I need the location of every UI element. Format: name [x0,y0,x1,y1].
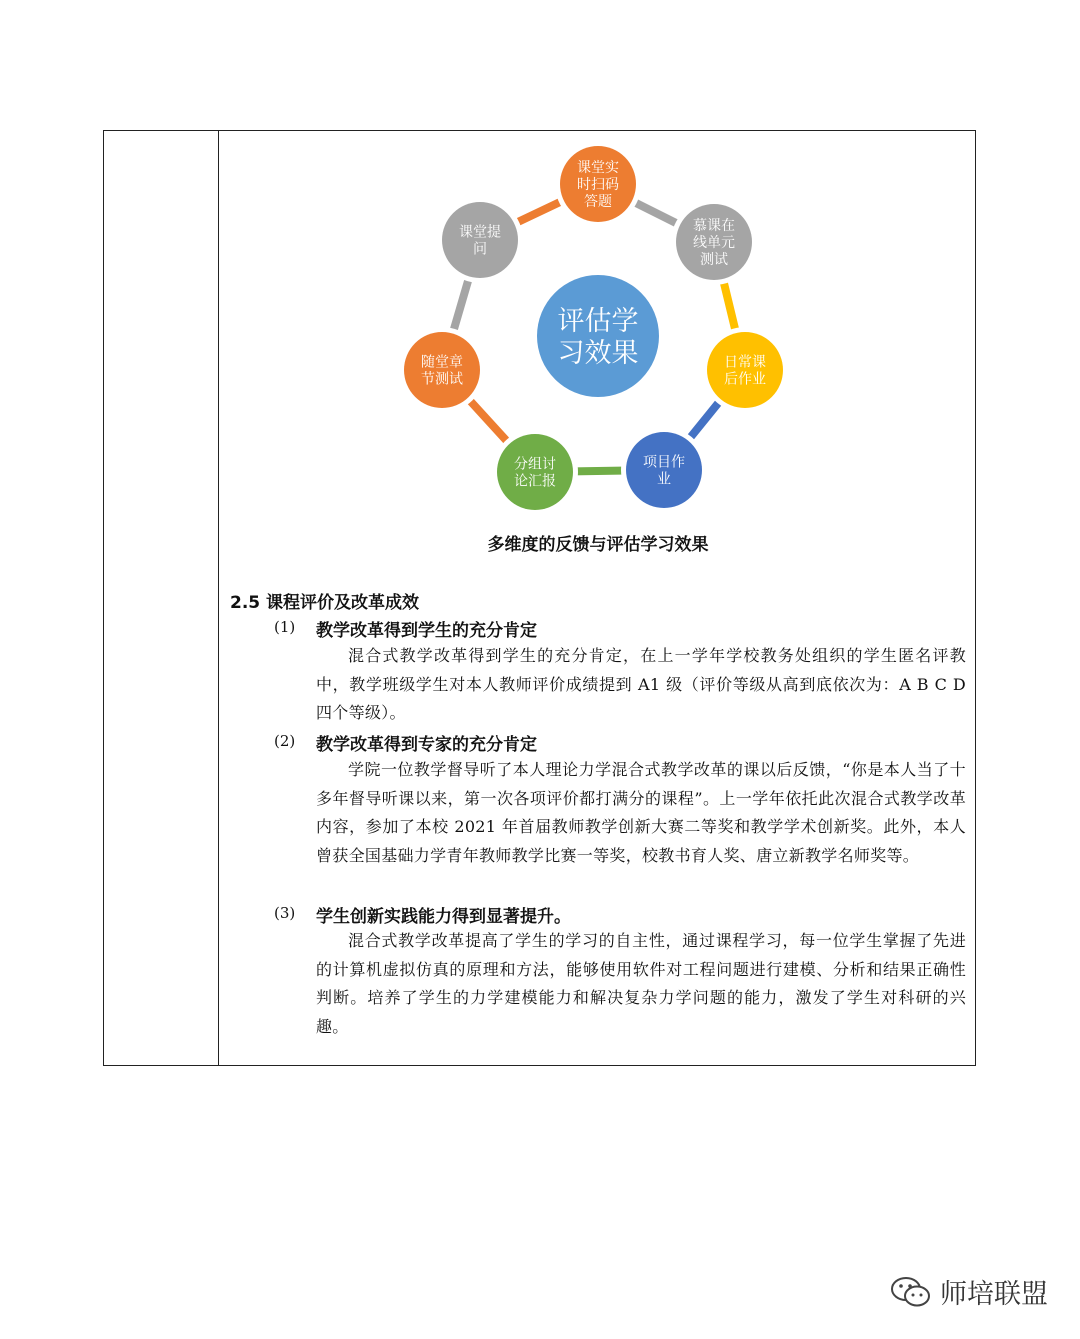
cycle-node-label: 项目作 [643,454,685,471]
cycle-node-label: 答题 [584,194,612,210]
diagram-caption: 多维度的反馈与评估学习效果 [487,535,709,555]
item-number: (1) [274,618,296,636]
watermark [890,1272,1048,1311]
cycle-node [437,197,523,283]
evaluation-cycle-diagram [0,0,1080,560]
center-label-line2: 习效果 [557,338,639,369]
cycle-node-label: 问 [473,241,487,258]
watermark-text: 师培联盟 [940,1279,1048,1310]
wechat-icon [890,1275,932,1309]
item-body: 混合式教学改革提高了学生的学习的自主性，通过课程学习，每一位学生掌握了先进的计算机虚拟仿真的原理和方法，能够使用软件对工程问题进行建模、分析和结果正确性判断。培养了学生的力学建模能力和解决复杂力学问题的能力，激发了学生对科研的兴趣。 [316,931,966,1036]
cycle-node-label: 日常课 [724,354,766,371]
cycle-node [621,427,707,513]
cycle-node [399,327,485,413]
item-heading: 学生创新实践能力得到显著提升。 [316,907,571,927]
item-body: 混合式教学改革得到学生的充分肯定，在上一学年学校教务处组织的学生匿名评教中，教学班级学生对本人教师评价成绩提到 A1 级（评价等级从高到底依次为：A B C D 四个等级）。 [316,646,966,723]
item-body: 学院一位教学督导听了本人理论力学混合式教学改革的课以后反馈，“你是本人当了十多年督导听课以来，第一次各项评价都打满分的课程”。上一学年依托此次混合式教学改革内容，参加了本校 2021 年首届教师教学创新大赛二等奖和教学学术创新奖。此外，本人曾获全国基础力学青年教师教学比赛一等奖，校教书育人奖、唐立新教学名师奖等。 [316,760,966,865]
item-number: (2) [274,732,296,750]
cycle-node-label: 课堂实 [577,160,619,176]
cycle-node-label: 线单元 [693,235,735,251]
item-heading: 教学改革得到学生的充分肯定 [316,621,537,641]
cycle-node-label: 随堂章 [421,354,463,371]
cycle-node-label: 节测试 [421,371,463,388]
center-label-line1: 评估学 [557,306,639,337]
cycle-node-label: 后作业 [724,371,766,388]
cycle-node-label: 分组讨 [514,456,556,473]
cycle-node [555,141,641,227]
cycle-node [702,327,788,413]
cycle-node-label: 测试 [700,252,728,268]
cycle-node-label: 慕课在 [693,218,735,234]
cycle-node [492,429,578,515]
item-number: (3) [274,904,296,922]
cycle-node [671,199,757,285]
cycle-node-label: 业 [657,471,671,488]
section-title: 2.5 课程评价及改革成效 [230,593,420,613]
item-heading: 教学改革得到专家的充分肯定 [316,735,537,755]
cycle-node-label: 论汇报 [514,473,556,490]
cycle-node-label: 课堂提 [459,224,501,241]
cycle-node-label: 时扫码 [577,177,619,193]
